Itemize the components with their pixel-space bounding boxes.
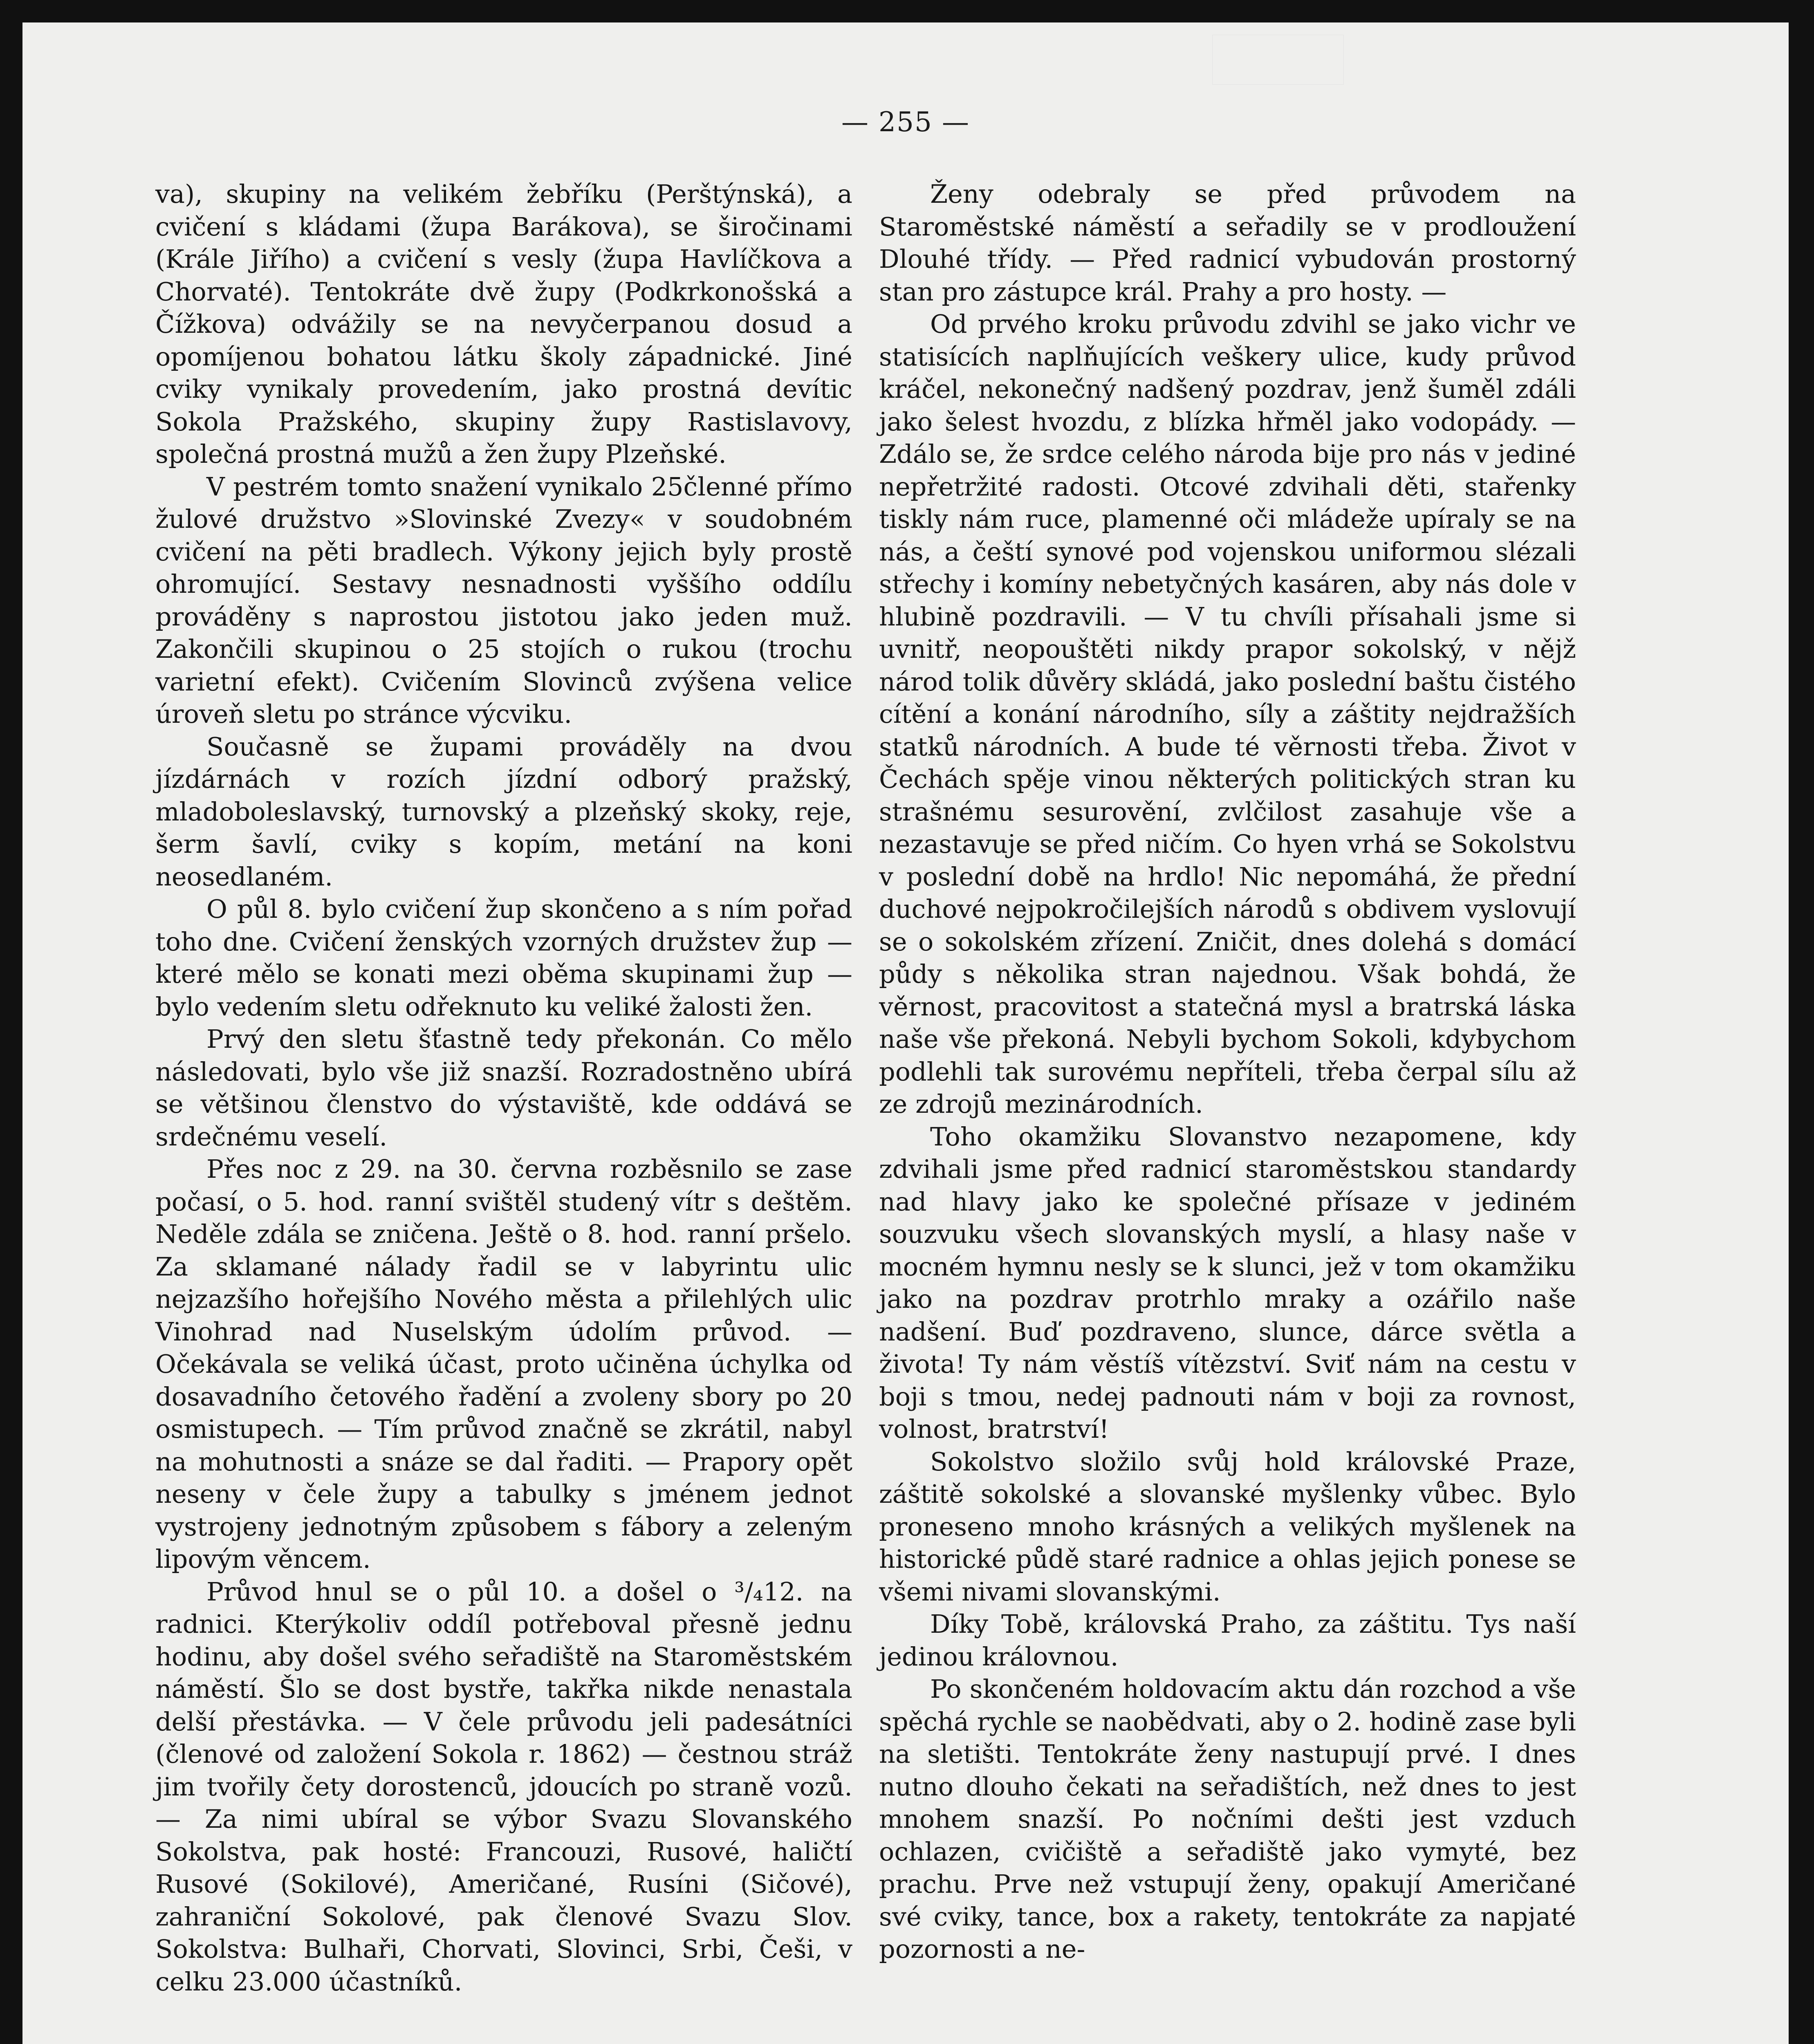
page-number: — 255 — [841,106,970,138]
paragraph: Prvý den sletu šťastně tedy překonán. Co mělo následovati, bylo vše již snazší. Rozradostněno ubírá se většinou členstvo do výstaviště, kde oddává se srdečnému veselí. [155,1024,852,1152]
page-sheet [22,22,1789,2044]
paragraph: Díky Tobě, královská Praho, za záštitu. Tys naší jedinou královnou. [879,1609,1576,1672]
paragraph: Od prvého kroku průvodu zdvihl se jako vichr ve statisících naplňujících veškery ulice, kudy průvod kráčel, nekonečný nadšený pozdrav, jenž šuměl zdáli jako šelest hvozdu, z blízka hřměl jako vodopády. — Zdálo se, že srdce celého národa bije pro nás v jediné nepřetržité radosti. Otcové zdvihali děti, stařenky tiskly nám ruce, plamenné oči mládeže upíraly se na nás, a čeští synové pod vojenskou uniformou slézali střechy i komíny nebetyčných kasáren, aby nás dole v hlubině pozdravili. — V tu chvíli přísahali jsme si uvnitř, neopouštěti nikdy prapor sokolský, v nějž národ tolik důvěry skládá, jako poslední baštu čistého cítění a konání národního, síly a záštity nejdražších statků národních. A bude té věrnosti třeba. Život v Čechách spěje vinou některých politických stran ku strašnému sesurovění, zvlčilost zasahuje vše a nezastavuje se před ničím. Co hyen vrhá se Sokolstvu v poslední době na hrdlo! Nic nepomáhá, že přední duchové nejpokročilejších národů s obdivem vyslovují se o sokolském zřízení. Zničit, dnes dolehá s domácí půdy s několika stran najednou. Však bohdá, že věrnost, pracovitost a statečná mysl a bratrská láska naše vše překoná. Nebyli bychom Sokoli, kdybychom podlehli tak surovému nepříteli, třeba čerpal sílu až ze zdrojů mezinárodních. [879,309,1576,1119]
left-column [155,178,852,1998]
scan-artifact [1212,35,1344,85]
paragraph: Přes noc z 29. na 30. června rozběsnilo se zase počasí, o 5. hod. ranní svištěl studený vítr s deštěm. Neděle zdála se zničena. Ještě o 8. hod. ranní pršelo. Za sklamané nálady řadil se v labyrintu ulic nejzazšího hořejšího Nového města a přilehlých ulic Vinohrad nad Nuselským údolím průvod. — Očekávala se veliká účast, proto učiněna úchylka od dosavadního četového řadění a zvoleny sbory po 20 osmistupech. — Tím průvod značně se zkrátil, nabyl na mohutnosti a snáze se dal řaditi. — Prapory opět neseny v čele župy a tabulky s jménem jednot vystrojeny jednotným způsobem s fábory a zeleným lipovým věncem. [155,1154,852,1574]
paragraph: Současně se župami prováděly na dvou jízdárnách v rozích jízdní odborý pražský, mladoboleslavský, turnovský a plzeňský skoky, reje, šerm šavlí, cviky s kopím, metání na koni neosedlaném. [155,731,852,892]
paragraph: va), skupiny na velikém žebříku (Perštýnská), a cvičení s kládami (župa Barákova), se širočinami (Krále Jiřího) a cvičení s vesly (župa Havlíčkova a Chorvaté). Tentokráte dvě župy (Podkrkonošská a Čížkova) odvážily se na nevyčerpanou dosud a opomíjenou bohatou látku školy západnické. Jiné cviky vynikaly provedením, jako prostná devític Sokola Pražského, skupiny župy Rastislavovy, společná prostná mužů a žen župy Plzeňské. [155,179,852,469]
paragraph: Po skončeném holdovacím aktu dán rozchod a vše spěchá rychle se naobědvati, aby o 2. hodině zase byli na sletišti. Tentokráte ženy nastupují prvé. I dnes nutno dlouho čekati na seřadištích, než dnes to jest mnohem snazší. Po nočními dešti jest vzduch ochlazen, cvičiště a seřadiště jako vymyté, bez prachu. Prve než vstupují ženy, opakují Američané své cviky, tance, box a rakety, tentokráte za napjaté pozornosti a ne- [879,1674,1576,1964]
right-column [879,178,1576,1966]
paragraph: Průvod hnul se o půl 10. a došel o ³/₄12. na radnici. Kterýkoliv oddíl potřeboval přesně jednu hodinu, aby došel svého seřadiště na Staroměstském náměstí. Šlo se dost bystře, takřka nikde nenastala delší přestávka. — V čele průvodu jeli padesátníci (členové od založení Sokola r. 1862) — čestnou stráž jim tvořily čety dorostenců, jdoucích po straně vozů. — Za nimi ubíral se výbor Svazu Slovanského Sokolstva, pak hosté: Francouzi, Rusové, haličtí Rusové (Sokilové), Američané, Rusíni (Sičové), zahraniční Sokolové, pak členové Svazu Slov. Sokolstva: Bulhaři, Chorvati, Slovinci, Srbi, Češi, v celku 23.000 účastníků. [155,1576,852,1997]
paragraph: Sokolstvo složilo svůj hold královské Praze, záštitě sokolské a slovanské myšlenky vůbec. Bylo proneseno mnoho krásných a velikých myšlenek na historické půdě staré radnice a ohlas jejich ponese se všemi nivami slovanskými. [879,1446,1576,1607]
paragraph: O půl 8. bylo cvičení žup skončeno a s ním pořad toho dne. Cvičení ženských vzorných družstev žup — které mělo se konati mezi oběma skupinami žup — bylo vedením sletu odřeknuto ku veliké žalosti žen. [155,894,852,1022]
paragraph: Toho okamžiku Slovanstvo nezapomene, kdy zdvihali jsme před radnicí staroměstskou standardy nad hlavy jako ke společné přísaze v jediném souzvuku všech slovanských myslí, a hlasy naše v mocném hymnu nesly se k slunci, jež v tom okamžiku jako na pozdrav protrhlo mraky a ozářilo naše nadšení. Buď pozdraveno, slunce, dárce světla a života! Ty nám věstíš vítězství. Sviť nám na cestu v boji s tmou, nedej padnouti nám v boji za rovnost, volnost, bratrství! [879,1121,1576,1444]
paragraph: V pestrém tomto snažení vynikalo 25členné přímo žulové družstvo »Slovinské Zvezy« v soudobném cvičení na pěti bradlech. Výkony jejich byly prostě ohromující. Sestavy nesnadnosti vyššího oddílu prováděny s naprostou jistotou jako jeden muž. Zakončili skupinou o 25 stojích o rukou (trochu varietní efekt). Cvičením Slovinců zvýšena velice úroveň sletu po stránce výcviku. [155,471,852,729]
paragraph: Ženy odebraly se před průvodem na Staroměstské náměstí a seřadily se v prodloužení Dlouhé třídy. — Před radnicí vybudován prostorný stan pro zástupce král. Prahy a pro hosty. — [879,179,1576,307]
